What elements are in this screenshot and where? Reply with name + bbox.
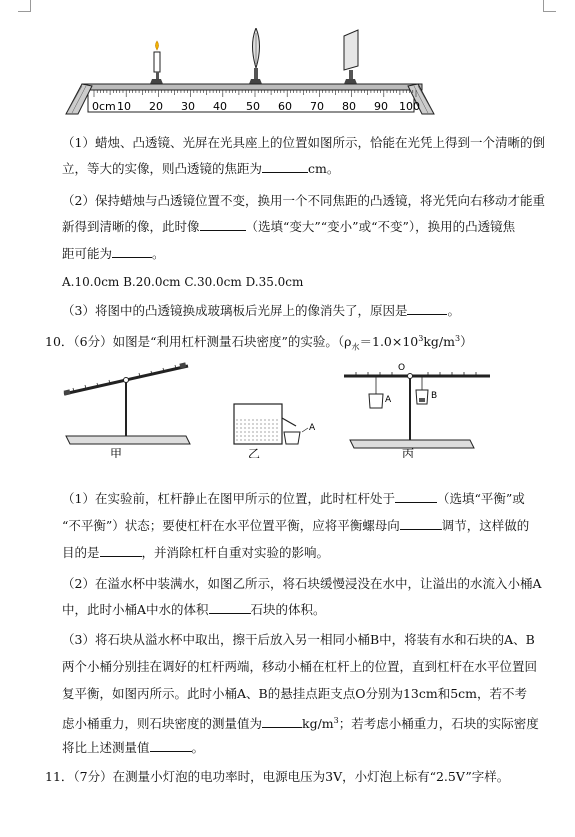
q10-part1-line2: “不平衡”）状态；要使杠杆在水平位置平衡，应将平衡螺母向 调节，这样做的 [62,518,530,533]
figure-jia-label: 甲 [110,447,123,458]
answer-blank[interactable] [150,739,192,752]
corner-mark-left [18,0,31,12]
figure-bing-balanced-lever [340,358,500,458]
bench-tick-label: 50 [246,100,260,113]
figure-yi-overflow-cup [228,396,328,458]
q9-options: A.10.0cm B.20.0cm C.30.0cm D.35.0cm [62,275,304,289]
q10-part3-line5: 将比上述测量值 。 [62,740,205,755]
q10-part1-line1: （1）在实验前，杠杆静止在图甲所示的位置，此时杠杆处于 （选填“平衡”或 [62,491,525,506]
answer-blank[interactable] [112,245,152,258]
figure-jia-tilted-lever [60,358,200,458]
answer-blank[interactable] [400,517,442,530]
q10-part3-line1: （3）将石块从溢水杯中取出，擦干后放入另一相同小桶B中，将装有水和石块的A、B [62,632,535,647]
bench-tick-label: 100 [399,100,420,113]
bench-tick-label: 30 [181,100,195,113]
corner-mark-right [543,0,556,12]
bench-tick-label: 20 [149,100,163,113]
candle [154,41,160,79]
q9-part2-line1: （2）保持蜡烛与凸透镜位置不变，换用一个不同焦距的凸透镜，将光凭向右移动才能重 [62,193,545,208]
optical-bench-figure [60,28,440,120]
q9-part3: （3）将图中的凸透镜换成玻璃板后光屏上的像消失了，原因是 。 [62,303,460,318]
answer-blank[interactable] [262,160,308,173]
answer-blank[interactable] [200,218,246,231]
q9-part1-line2: 立，等大的实像，则凸透镜的焦距为 cm。 [62,161,340,176]
answer-blank[interactable] [407,302,447,315]
light-screen [344,30,358,79]
answer-blank[interactable] [395,490,437,503]
answer-blank[interactable] [262,715,302,728]
bench-tick-label: 10 [117,100,131,113]
answer-blank[interactable] [209,601,251,614]
q9-part2-line3: 距可能为 。 [62,246,165,261]
q10-part2-line1: （2）在溢水杯中装满水，如图乙所示，将石块缓慢浸没在水中，让溢出的水流入小桶A [62,576,542,591]
bench-tick-label: 80 [342,100,356,113]
bench-tick-label: 70 [310,100,324,113]
q10-part1-line3: 目的是 ，并消除杠杆自重对实验的影响。 [62,545,330,560]
convex-lens [253,28,260,79]
cup-a-label: A [309,423,316,433]
figure-yi-label: 乙 [248,447,261,458]
answer-blank[interactable] [100,544,142,557]
bench-tick-label: 40 [213,100,227,113]
bench-tick-label: 90 [374,100,388,113]
q9-part2-line2: 新得到清晰的像，此时像 （选填“变大”“变小”或“不变”），换用的凸透镜焦 [62,219,516,234]
figure-bing-label: 丙 [402,447,415,458]
bucket-b-label: B [431,391,438,401]
bench-tick-label: 60 [278,100,292,113]
bench-tick-label: 0cm [92,100,116,113]
q10-part3-line4: 虑小桶重力，则石块密度的测量值为 $kg/m^3$；若考虑小桶重力，石块的实际密度 [62,716,539,732]
q11-stem: 11．（7分）在测量小灯泡的电功率时，电源电压为3V，小灯泡上标有“2.5V”字样。 [45,769,510,784]
q9-part1-line1: （1）蜡烛、凸透镜、光屏在光具座上的位置如图所示，恰能在光凭上得到一个清晰的倒 [62,135,545,150]
q10-part2-line2: 中，此时小桶A中水的体积 石块的体积。 [62,602,326,617]
pivot-o-label: O [398,363,406,373]
q10-part3-line3: 复平衡，如图丙所示。此时小桶A、B的悬挂点距支点O分别为13cm和5cm，若不考 [62,686,528,701]
q10-part3-line2: 两个小桶分别挂在调好的杠杆两端，移动小桶在杠杆上的位置，直到杠杆在水平位置回 [62,659,538,674]
bucket-a-label: A [385,395,392,405]
q10-stem: 10．（6分）如图是“利用杠杆测量石块密度”的实验。$(\rho_水=1.0\times 10^3kg/m^3)$ [45,334,473,352]
